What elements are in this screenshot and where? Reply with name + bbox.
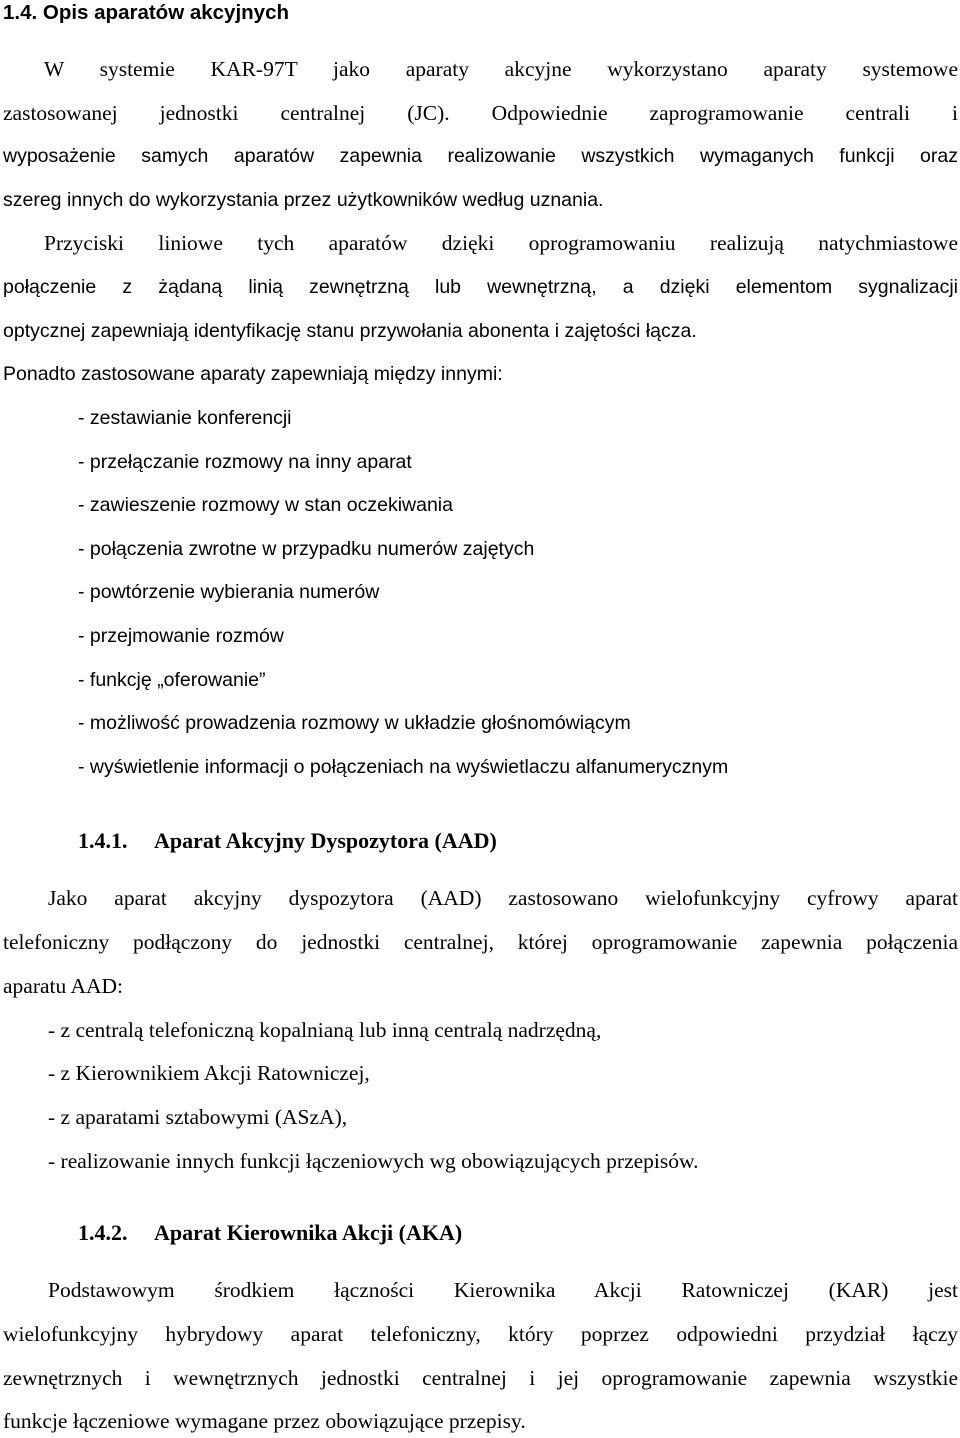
- paragraph-line: wyposażenie samych aparatów zapewnia realizowanie wszystkich wymaganych funkcji oraz: [3, 145, 958, 167]
- list-item: - z Kierownikiem Akcji Ratowniczej,: [48, 1061, 370, 1085]
- paragraph-line: Przyciski liniowe tych aparatów dzięki oprogramowaniu realizują natychmiastowe: [44, 231, 958, 255]
- paragraph-line: Podstawowym środkiem łączności Kierownika Akcji Ratowniczej (KAR) jest: [48, 1278, 958, 1302]
- section-title: Aparat Akcyjny Dyspozytora (AAD): [154, 828, 497, 853]
- paragraph-line: optycznej zapewniają identyfikację stanu przywołania abonenta i zajętości łącza.: [3, 320, 697, 342]
- paragraph-line: zastosowanej jednostki centralnej (JC). Odpowiednie zaprogramowanie centrali i: [3, 101, 958, 125]
- section-number: 1.4.2.: [78, 1220, 128, 1245]
- list-item: - realizowanie innych funkcji łączeniowych wg obowiązujących przepisów.: [48, 1149, 699, 1173]
- page-title: 1.4. Opis aparatów akcyjnych: [3, 1, 289, 24]
- paragraph-line: funkcje łączeniowe wymagane przez obowiązujące przepisy.: [3, 1409, 526, 1433]
- paragraph-line: zewnętrznych i wewnętrznych jednostki centralnej i jej oprogramowanie zapewnia wszystkie: [3, 1366, 958, 1390]
- list-item: - połączenia zwrotne w przypadku numerów zajętych: [78, 538, 535, 560]
- section-title: Aparat Kierownika Akcji (AKA): [154, 1220, 463, 1245]
- paragraph-line: szereg innych do wykorzystania przez użytkowników według uznania.: [3, 189, 604, 211]
- list-item: - z centralą telefoniczną kopalnianą lub inną centralą nadrzędną,: [48, 1018, 602, 1042]
- list-item: - możliwość prowadzenia rozmowy w układzie głośnomówiącym: [78, 712, 631, 734]
- section-number: 1.4.1.: [78, 828, 128, 853]
- list-item: - przełączanie rozmowy na inny aparat: [78, 451, 412, 473]
- paragraph-line: telefoniczny podłączony do jednostki centralnej, której oprogramowanie zapewnia połączenia: [3, 930, 958, 954]
- paragraph-line: W systemie KAR-97T jako aparaty akcyjne wykorzystano aparaty systemowe: [44, 57, 958, 81]
- paragraph-line: wielofunkcyjny hybrydowy aparat telefoniczny, który poprzez odpowiedni przydział łączy: [3, 1322, 958, 1346]
- list-item: - powtórzenie wybierania numerów: [78, 581, 380, 603]
- list-item: - wyświetlenie informacji o połączeniach na wyświetlaczu alfanumerycznym: [78, 756, 729, 778]
- list-item: - przejmowanie rozmów: [78, 625, 284, 647]
- list-item: - z aparatami sztabowymi (ASzA),: [48, 1105, 348, 1129]
- paragraph-line: połączenie z żądaną linią zewnętrzną lub wewnętrzną, a dzięki elementom sygnalizacji: [3, 276, 958, 298]
- paragraph-line: Jako aparat akcyjny dyspozytora (AAD) zastosowano wielofunkcyjny cyfrowy aparat: [48, 886, 958, 910]
- list-item: - zawieszenie rozmowy w stan oczekiwania: [78, 494, 453, 516]
- paragraph-line: Ponadto zastosowane aparaty zapewniają między innymi:: [3, 363, 503, 385]
- list-item: - funkcję „oferowanie”: [78, 669, 266, 691]
- list-item: - zestawianie konferencji: [78, 407, 292, 429]
- paragraph-line: aparatu AAD:: [3, 974, 124, 998]
